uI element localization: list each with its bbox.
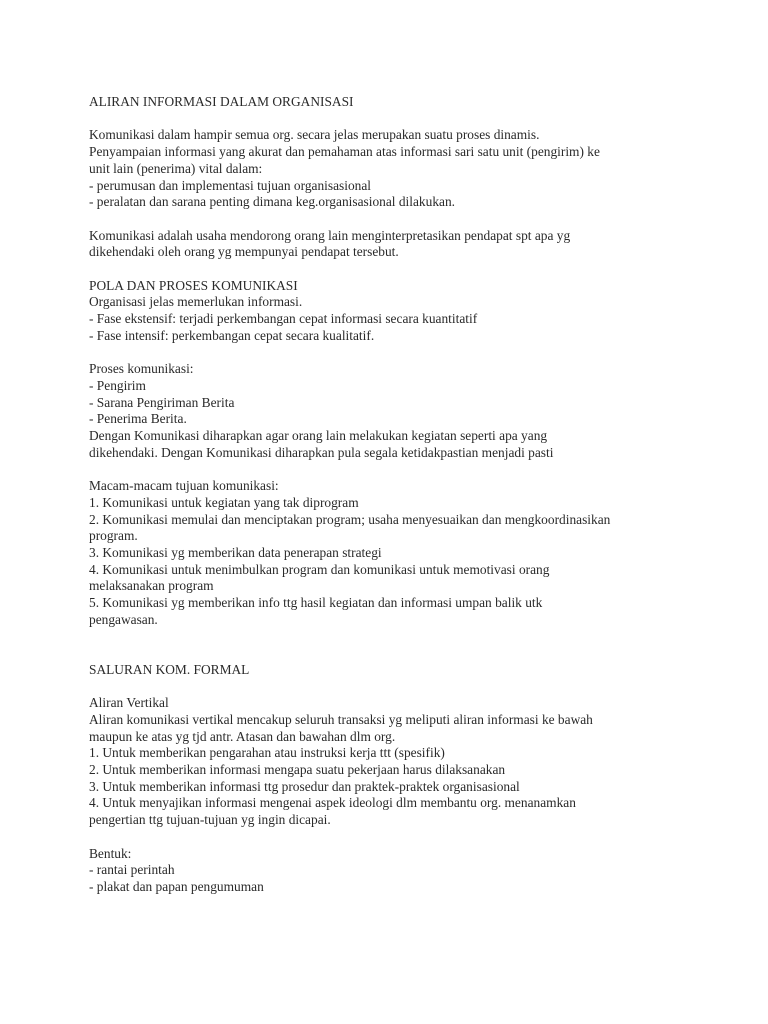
list-item: - Fase ekstensif: terjadi perkembangan cepat informasi secara kuantitatif bbox=[89, 311, 478, 327]
text-line: unit lain (penerima) vital dalam: bbox=[89, 160, 263, 176]
spacer bbox=[89, 261, 729, 278]
text-line: pengertian ttg tujuan-tujuan yg ingin dicapai. bbox=[89, 812, 331, 828]
text-line: Aliran komunikasi vertikal mencakup seluruh transaksi yg meliputi aliran informasi ke bawah bbox=[89, 711, 593, 727]
text-line: maupun ke atas yg tjd antr. Atasan dan bawahan dlm org. bbox=[89, 728, 396, 744]
text-line: Organisasi jelas memerlukan informasi. bbox=[89, 294, 303, 310]
text-line: pengawasan. bbox=[89, 611, 158, 627]
section-title-pola: POLA DAN PROSES KOMUNIKASI bbox=[89, 277, 298, 293]
list-item: 4. Komunikasi untuk menimbulkan program dan komunikasi untuk memotivasi orang bbox=[89, 561, 550, 577]
spacer bbox=[89, 679, 729, 696]
text-line: Macam-macam tujuan komunikasi: bbox=[89, 478, 279, 494]
text-line: Komunikasi dalam hampir semua org. secara jelas merupakan suatu proses dinamis. bbox=[89, 127, 540, 143]
spacer bbox=[89, 829, 729, 846]
spacer bbox=[89, 345, 729, 362]
spacer bbox=[89, 628, 729, 661]
list-item: 1. Komunikasi untuk kegiatan yang tak diprogram bbox=[89, 494, 359, 510]
text-line: melaksanakan program bbox=[89, 578, 214, 594]
list-item: - peralatan dan sarana penting dimana keg.organisasional dilakukan. bbox=[89, 194, 456, 210]
list-item: 3. Untuk memberikan informasi ttg prosedur dan praktek-praktek organisasional bbox=[89, 778, 520, 794]
list-item: 5. Komunikasi yg memberikan info ttg hasil kegiatan dan informasi umpan balik utk bbox=[89, 595, 543, 611]
spacer bbox=[89, 211, 729, 228]
spacer bbox=[89, 461, 729, 478]
list-item: 1. Untuk memberikan pengarahan atau instruksi kerja ttt (spesifik) bbox=[89, 745, 445, 761]
subheading: Aliran Vertikal bbox=[89, 695, 169, 711]
list-item: - plakat dan papan pengumuman bbox=[89, 878, 264, 894]
list-item: - Penerima Berita. bbox=[89, 411, 187, 427]
list-item: - perumusan dan implementasi tujuan organisasional bbox=[89, 177, 372, 193]
list-item: 2. Untuk memberikan informasi mengapa suatu pekerjaan harus dilaksanakan bbox=[89, 762, 506, 778]
list-item: - Pengirim bbox=[89, 377, 146, 393]
list-item: 4. Untuk menyajikan informasi mengenai aspek ideologi dlm membantu org. menanamkan bbox=[89, 795, 576, 811]
section-title-aliran: ALIRAN INFORMASI DALAM ORGANISASI bbox=[89, 94, 354, 109]
list-item: 3. Komunikasi yg memberikan data penerapan strategi bbox=[89, 544, 382, 560]
text-line: Penyampaian informasi yang akurat dan pemahaman atas informasi sari satu unit (pengirim) ke bbox=[89, 144, 600, 160]
list-item: - Sarana Pengiriman Berita bbox=[89, 394, 235, 410]
text-line: program. bbox=[89, 528, 138, 544]
text-line: Dengan Komunikasi diharapkan agar orang lain melakukan kegiatan seperti apa yang bbox=[89, 428, 548, 443]
text-line: Proses komunikasi: bbox=[89, 361, 194, 377]
text-line: Komunikasi adalah usaha mendorong orang lain menginterpretasikan pendapat spt apa yg bbox=[89, 227, 571, 243]
list-item: - Fase intensif: perkembangan cepat secara kualitatif. bbox=[89, 327, 375, 343]
list-item: - rantai perintah bbox=[89, 862, 175, 878]
list-item: 2. Komunikasi memulai dan menciptakan program; usaha menyesuaikan dan mengkoordinasikan bbox=[89, 511, 611, 527]
document-body bbox=[89, 94, 729, 896]
text-line: dikehendaki oleh orang yg mempunyai pendapat tersebut. bbox=[89, 244, 399, 260]
section-title-saluran: SALURAN KOM. FORMAL bbox=[89, 661, 250, 677]
text-line: Bentuk: bbox=[89, 845, 132, 861]
text-line: dikehendaki. Dengan Komunikasi diharapkan pula segala ketidakpastian menjadi pasti bbox=[89, 444, 554, 460]
spacer bbox=[89, 111, 729, 128]
